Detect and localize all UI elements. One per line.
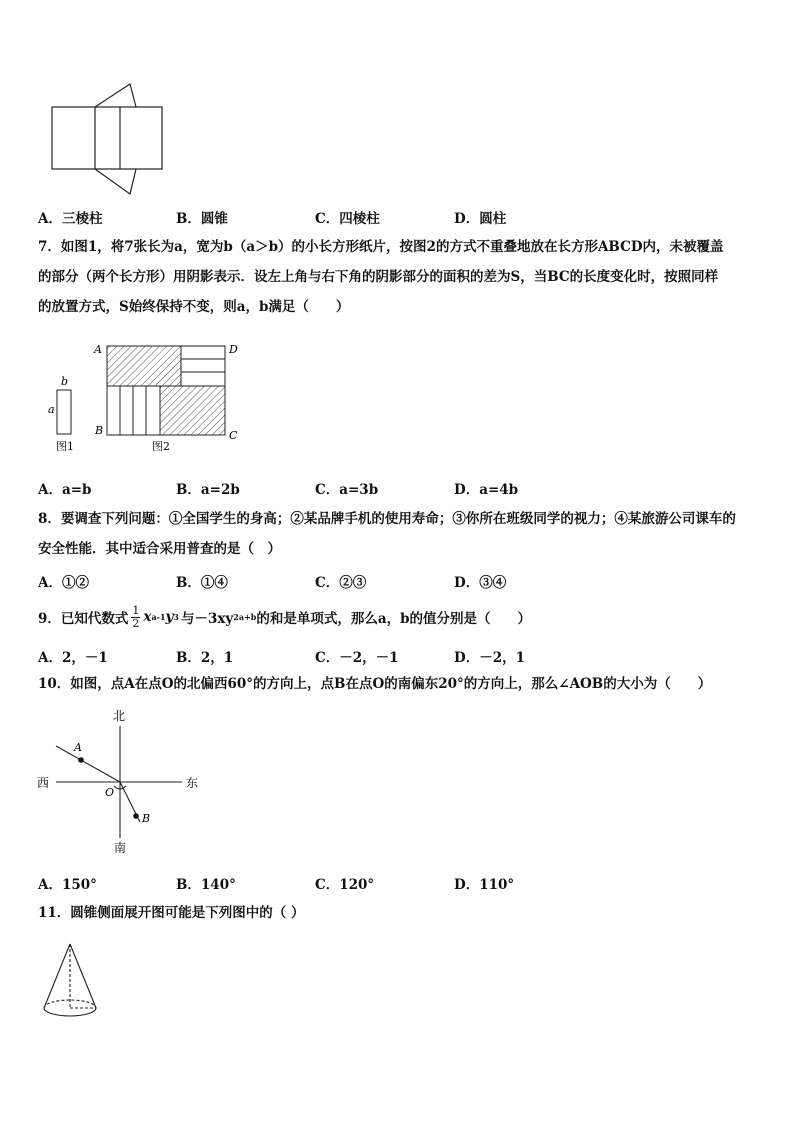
q8-text xyxy=(38,504,768,564)
q9-term1-exp: a-1 xyxy=(151,612,166,622)
q10-option-a[interactable]: A．150° xyxy=(38,877,97,893)
corner-b-label: B xyxy=(95,424,104,437)
q7-line2: 的部分（两个长方形）用阴影表示．设左上角与右下角的阴影部分的面积的差为S，当BC的长度变化时，按照同样 xyxy=(38,269,719,285)
q9-prefix: 9．已知代数式 xyxy=(38,611,129,627)
west-label: 西 xyxy=(37,776,50,790)
fig1-caption: 图1 xyxy=(56,440,74,453)
q9-text xyxy=(38,602,531,632)
corner-d-label: D xyxy=(229,343,238,356)
q9-term1-y: y xyxy=(165,609,174,625)
q6-option-d[interactable]: D．圆柱 xyxy=(454,211,507,227)
east-label: 东 xyxy=(186,776,199,790)
q9-option-d[interactable]: D．－2，1 xyxy=(454,650,525,666)
label-a: A xyxy=(74,741,82,754)
point-b xyxy=(133,813,139,819)
q9-term2-exp: 2a+b xyxy=(233,612,257,622)
q9-option-b[interactable]: B．2，1 xyxy=(176,650,234,666)
corner-a-label: A xyxy=(94,343,102,356)
north-label: 北 xyxy=(113,709,126,723)
q6-option-b[interactable]: B．圆锥 xyxy=(176,211,228,227)
q8-option-c[interactable]: C．②③ xyxy=(315,575,367,591)
q7-figure xyxy=(40,338,250,458)
q9-frac-den: 2 xyxy=(132,616,140,630)
q11-line1: 11．圆锥侧面展开图可能是下列图中的（ ） xyxy=(38,905,305,921)
q9-fraction xyxy=(131,605,140,630)
q9-term1-x: x xyxy=(143,609,152,625)
q7-option-d[interactable]: D．a=4b xyxy=(454,482,519,498)
q9-term1-yexp: 3 xyxy=(173,612,179,622)
corner-c-label: C xyxy=(229,429,238,442)
q9-frac-num: 1 xyxy=(132,603,140,617)
q10-option-b[interactable]: B．140° xyxy=(176,877,236,893)
q7-text xyxy=(38,232,768,322)
prism-net-figure xyxy=(50,82,166,196)
q7-line1: 7．如图1，将7张长为a，宽为b（a＞b）的小长方形纸片，按图2的方式不重叠地放在长方形ABCD内，未被覆盖 xyxy=(38,239,724,255)
q11-text xyxy=(38,898,768,928)
q7-option-a[interactable]: A．a=b xyxy=(38,482,92,498)
q7-option-c[interactable]: C．a=3b xyxy=(315,482,379,498)
q8-line1: 8．要调查下列问题：①全国学生的身高；②某品牌手机的使用寿命；③你所在班级同学的视力；④某旅游公司课车的 xyxy=(38,511,736,527)
q6-option-c[interactable]: C．四棱柱 xyxy=(315,211,380,227)
q9-option-a[interactable]: A．2，－1 xyxy=(38,650,108,666)
q10-compass-figure xyxy=(34,706,214,858)
q8-option-b[interactable]: B．①④ xyxy=(176,575,228,591)
fig2-caption: 图2 xyxy=(152,440,170,453)
q6-option-a[interactable]: A．三棱柱 xyxy=(38,211,103,227)
q8-line2: 安全性能．其中适合采用普查的是（ ） xyxy=(38,541,281,557)
q8-option-d[interactable]: D．③④ xyxy=(454,575,507,591)
fig1-rect xyxy=(57,390,71,434)
q8-option-a[interactable]: A．①② xyxy=(38,575,89,591)
q10-option-c[interactable]: C．120° xyxy=(315,877,375,893)
q10-text xyxy=(38,669,768,699)
fig1-b-label: b xyxy=(61,375,69,388)
cone-figure xyxy=(40,940,104,1024)
fig1-a-label: a xyxy=(48,403,55,416)
q7-option-b[interactable]: B．a=2b xyxy=(176,482,240,498)
south-label: 南 xyxy=(114,841,127,855)
label-b: B xyxy=(142,812,151,825)
q9-middle: 与－3xy xyxy=(180,611,234,627)
q9-suffix: 的和是单项式，那么a，b的值分别是（ ） xyxy=(256,611,532,627)
q10-option-d[interactable]: D．110° xyxy=(454,877,515,893)
q10-line1: 10．如图，点A在点O的北偏西60°的方向上，点B在点O的南偏东20°的方向上，那么∠AOB的大小为（ ） xyxy=(38,676,712,692)
q7-line3: 的放置方式，S始终保持不变，则a，b满足（ ） xyxy=(38,299,350,315)
label-o: O xyxy=(105,786,115,799)
point-a xyxy=(78,757,84,763)
q9-option-c[interactable]: C．－2，－1 xyxy=(315,650,399,666)
